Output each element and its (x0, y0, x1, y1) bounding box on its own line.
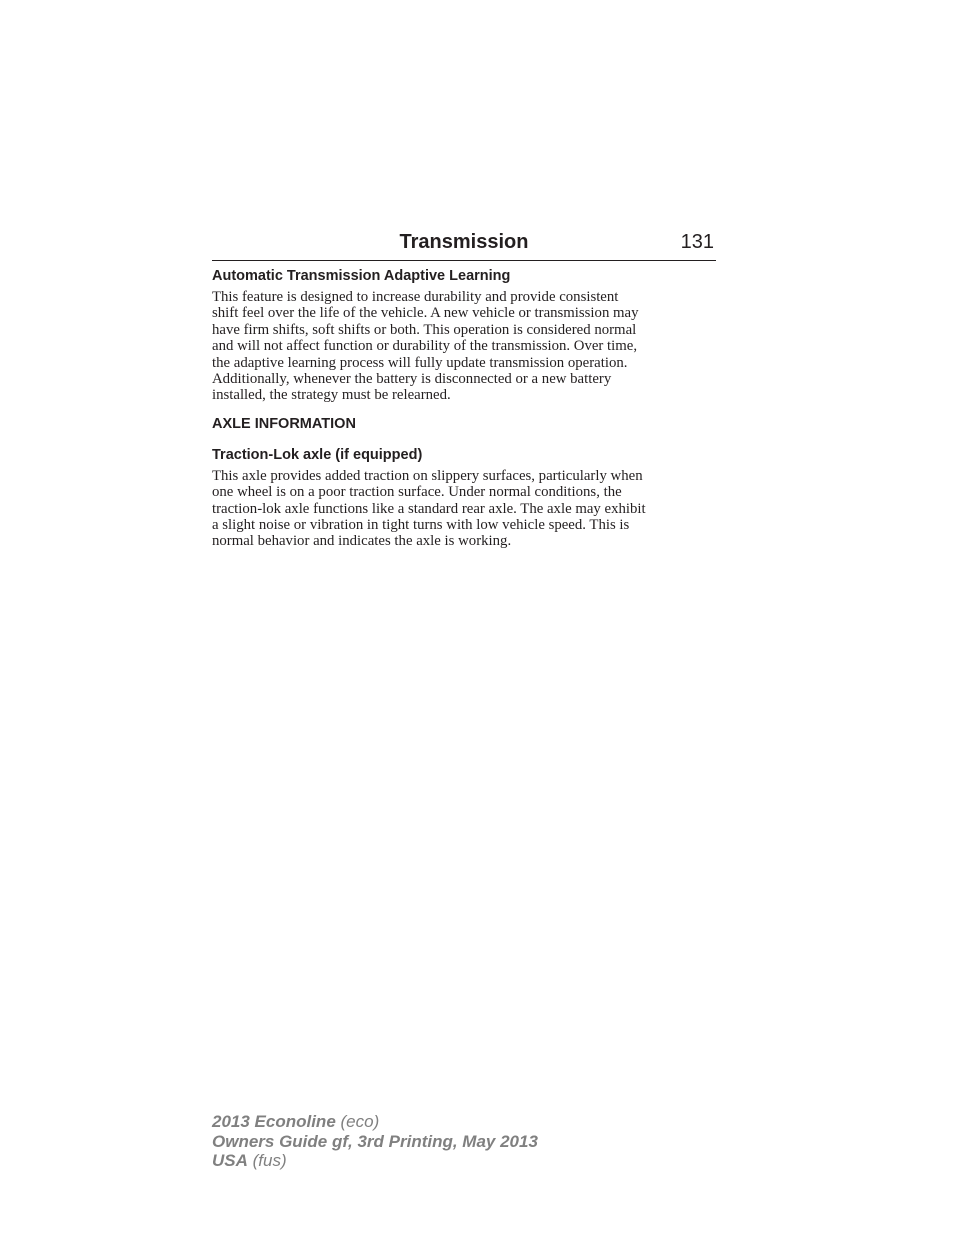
page-footer (212, 1112, 538, 1171)
axle-information-heading: AXLE INFORMATION (212, 415, 356, 432)
text-line: Additionally, whenever the battery is disconnected or a new battery (212, 371, 612, 388)
footer-model: 2013 Econoline (212, 1112, 336, 1131)
footer-line-2 (212, 1132, 538, 1152)
footer-edition: Owners Guide gf, 3rd Printing, May 2013 (212, 1131, 538, 1151)
adaptive-learning-paragraph (212, 289, 718, 404)
footer-line-3 (212, 1151, 538, 1171)
text-line: shift feel over the life of the vehicle. A new vehicle or transmission may (212, 305, 639, 322)
text-line: This feature is designed to increase durability and provide consistent (212, 289, 619, 305)
text-line: have firm shifts, soft shifts or both. This operation is considered normal (212, 321, 637, 338)
footer-market-code: (fus) (247, 1151, 287, 1170)
text-line: installed, the strategy must be relearned. (212, 387, 451, 404)
text-line: one wheel is on a poor traction surface. Under normal conditions, the (212, 484, 622, 501)
text-line: a slight noise or vibration in tight turns with low vehicle speed. This is (212, 517, 630, 534)
text-line: This axle provides added traction on slippery surfaces, particularly when (212, 467, 643, 484)
traction-lok-paragraph (212, 468, 718, 550)
page-header (212, 228, 716, 261)
text-line: the adaptive learning process will fully update transmission operation. (212, 354, 628, 371)
traction-lok-heading: Traction-Lok axle (if equipped) (212, 446, 423, 463)
page-content (212, 266, 718, 550)
chapter-title: Transmission (399, 231, 529, 253)
footer-line-1 (212, 1112, 538, 1132)
footer-market: USA (212, 1151, 248, 1170)
text-line: and will not affect function or durability of the transmission. Over time, (212, 338, 638, 355)
page-number: 131 (680, 231, 714, 253)
text-line: traction-lok axle functions like a standard rear axle. The axle may exhibit (212, 500, 646, 517)
footer-model-code: (eco) (335, 1112, 380, 1131)
adaptive-learning-heading: Automatic Transmission Adaptive Learning (212, 268, 511, 284)
text-line: normal behavior and indicates the axle is working. (212, 533, 512, 550)
